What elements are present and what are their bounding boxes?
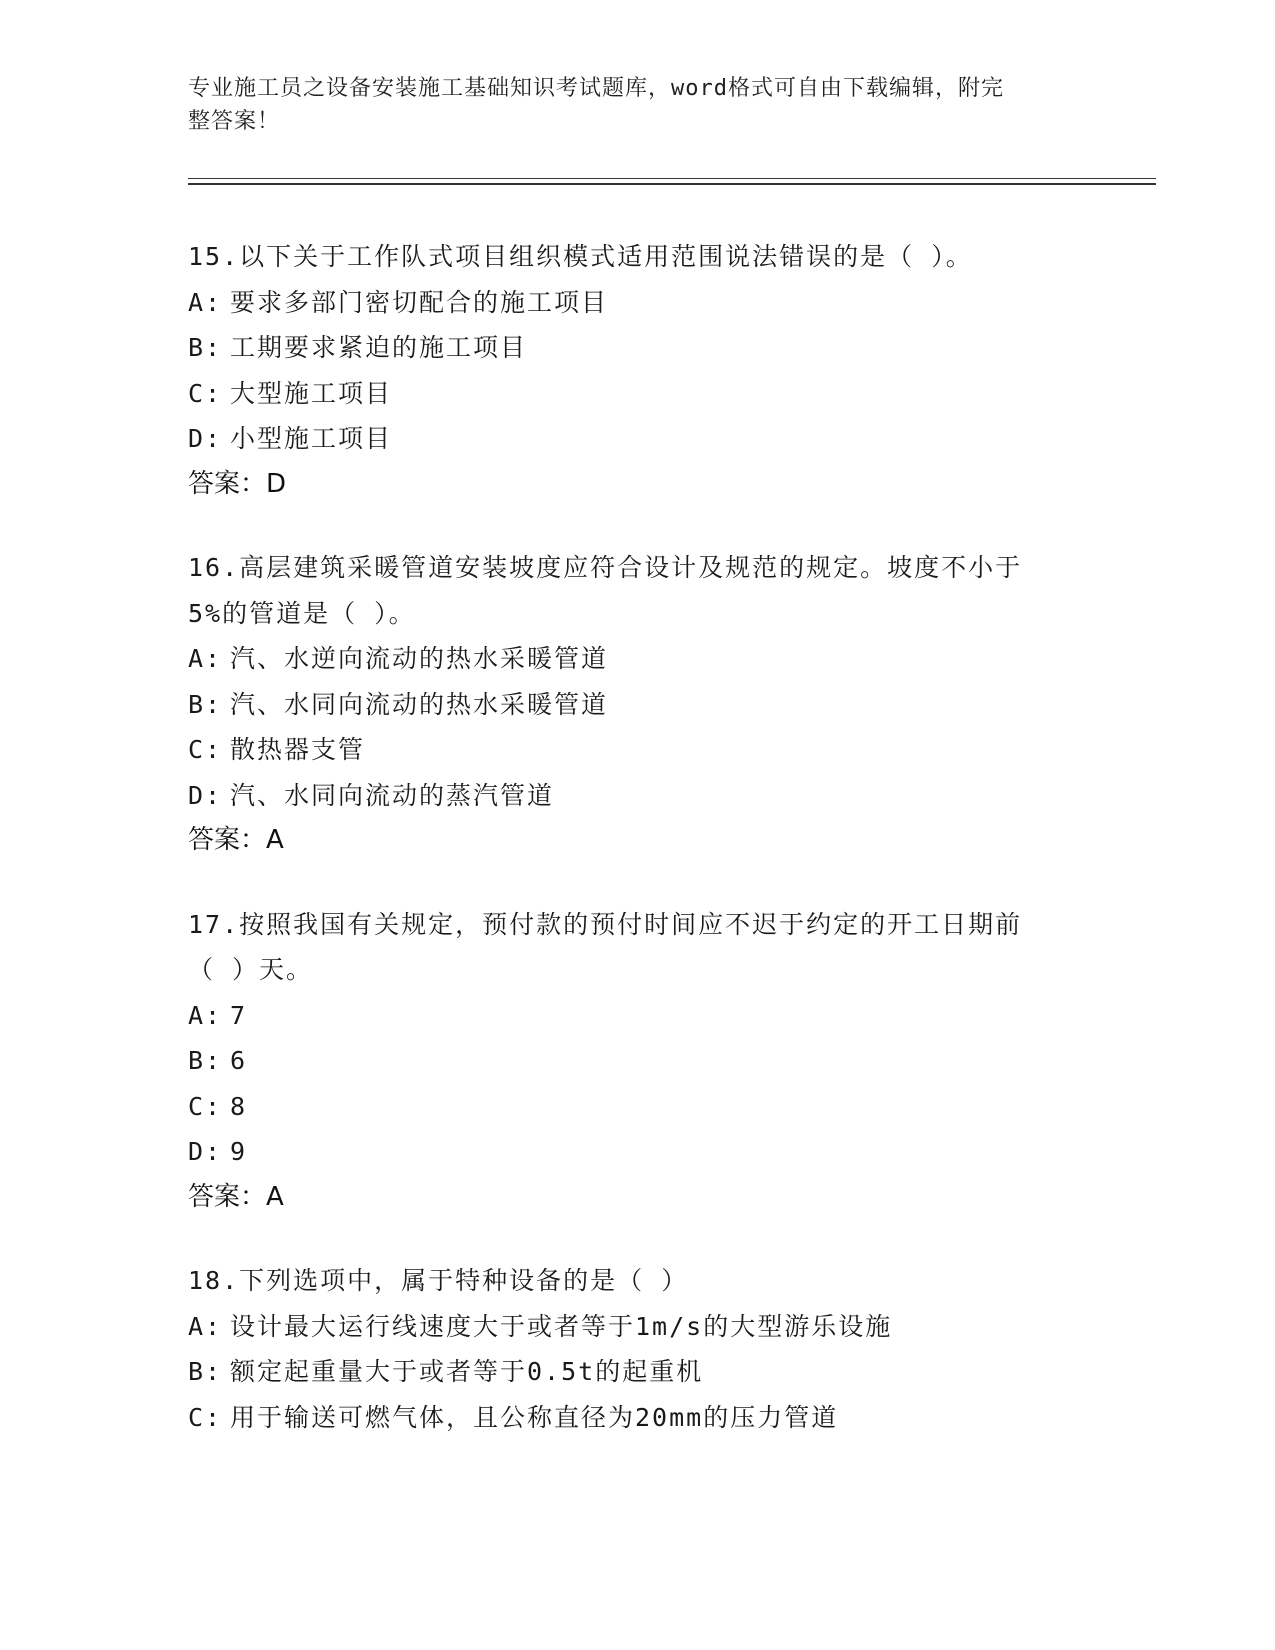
option-text: 8 (230, 1091, 248, 1121)
option-key: D: (188, 780, 223, 810)
question-stem: 16.高层建筑采暖管道安装坡度应符合设计及规范的规定。坡度不小于 (188, 553, 1023, 582)
option-text: 设计最大运行线速度大于或者等于1m/s的大型游乐设施 (230, 1311, 893, 1341)
option-key: D: (188, 1137, 223, 1166)
option-text: 大型施工项目 (230, 378, 393, 408)
question-list (188, 234, 1088, 1478)
answer-label: 答案：A (188, 825, 284, 855)
header-line-2: 整答案！ (188, 109, 281, 134)
option-text: 汽、水同向流动的蒸汽管道 (230, 780, 555, 810)
option-text: 7 (230, 1000, 248, 1030)
option-key: B: (188, 1357, 223, 1386)
option-key: C: (188, 378, 223, 408)
document-header (188, 72, 1088, 138)
option-key: C: (188, 1402, 223, 1432)
option-key: A: (188, 287, 223, 317)
question-stem: 17.按照我国有关规定，预付款的预付时间应不迟于约定的开工日期前 (188, 909, 1023, 939)
question-18 (188, 1258, 1088, 1440)
option-text: 6 (230, 1046, 248, 1075)
option-text: 汽、水逆向流动的热水采暖管道 (230, 644, 609, 673)
question-16 (188, 545, 1088, 864)
option-b (188, 1038, 1088, 1084)
option-d (188, 1129, 1088, 1175)
option-text: 小型施工项目 (230, 424, 393, 453)
option-b (188, 682, 1088, 728)
option-c (188, 1084, 1088, 1130)
option-d (188, 773, 1088, 819)
header-line-1: 专业施工员之设备安装施工基础知识考试题库，word格式可自由下载编辑，附完 (188, 76, 1004, 101)
option-key: B: (188, 689, 223, 719)
question-stem-continued: 5%的管道是（ ）。 (188, 598, 416, 628)
question-stem-continued: （ ）天。 (188, 955, 314, 984)
option-b (188, 1349, 1088, 1395)
option-a (188, 1304, 1088, 1350)
header-divider-thin (188, 178, 1156, 179)
option-text: 用于输送可燃气体，且公称直径为20mm的压力管道 (230, 1402, 839, 1432)
option-d (188, 416, 1088, 462)
question-17 (188, 902, 1088, 1221)
option-key: B: (188, 333, 223, 362)
answer-label: 答案：A (188, 1181, 284, 1212)
option-key: A: (188, 1000, 223, 1030)
option-c (188, 1395, 1088, 1441)
option-text: 要求多部门密切配合的施工项目 (230, 287, 609, 317)
option-text: 额定起重量大于或者等于0.5t的起重机 (230, 1357, 704, 1386)
option-a (188, 993, 1088, 1039)
answer-label: 答案：D (188, 468, 287, 499)
option-a (188, 280, 1088, 326)
option-key: A: (188, 644, 223, 673)
option-text: 散热器支管 (230, 735, 366, 764)
option-c (188, 727, 1088, 773)
option-text: 工期要求紧迫的施工项目 (230, 333, 528, 362)
option-key: B: (188, 1046, 223, 1075)
question-stem: 15.以下关于工作队式项目组织模式适用范围说法错误的是（ ）。 (188, 242, 973, 271)
option-key: C: (188, 1091, 223, 1121)
question-stem: 18.下列选项中，属于特种设备的是（ ） (188, 1266, 689, 1295)
option-key: A: (188, 1311, 223, 1341)
header-divider-thick (188, 183, 1156, 185)
option-a (188, 636, 1088, 682)
option-text: 9 (230, 1137, 248, 1166)
option-key: D: (188, 424, 223, 453)
option-key: C: (188, 735, 223, 764)
option-text: 汽、水同向流动的热水采暖管道 (230, 689, 609, 719)
option-c (188, 371, 1088, 417)
option-b (188, 325, 1088, 371)
question-15 (188, 234, 1088, 507)
